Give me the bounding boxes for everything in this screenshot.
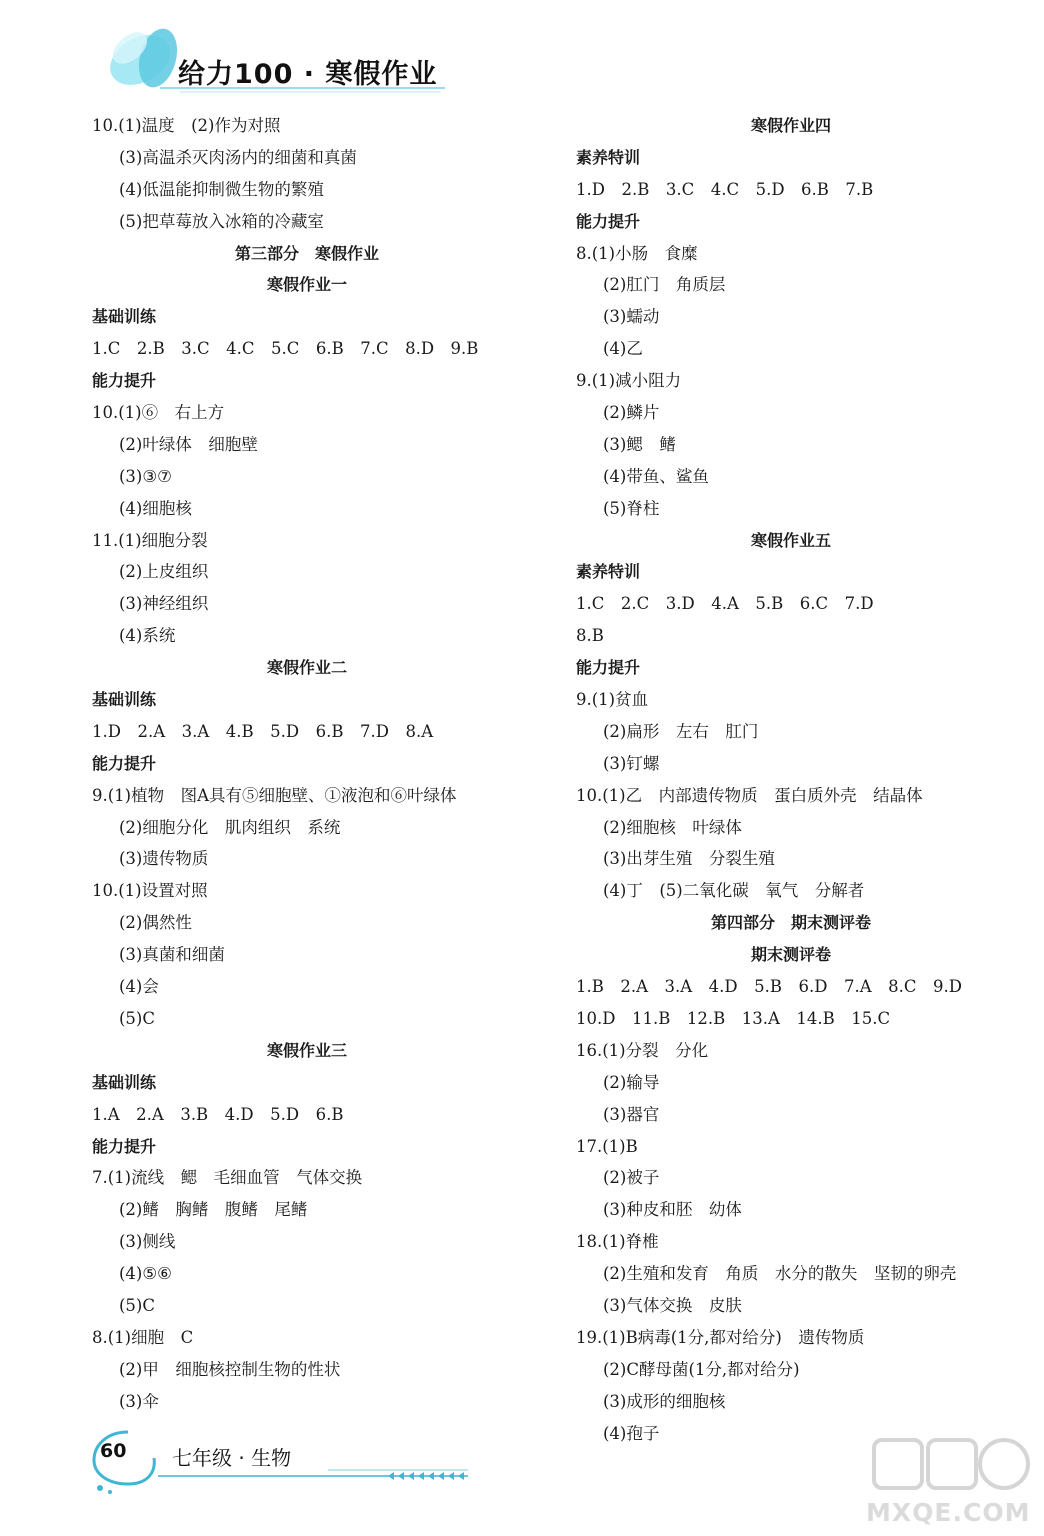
answer-line: (2)C酵母菌(1分,都对给分) (603, 1359, 800, 1379)
answer-line: (3)种皮和胚 幼体 (603, 1200, 742, 1220)
answer-line: (2)肛门 角质层 (603, 275, 726, 295)
answer-line: 8.B (576, 626, 604, 646)
answer-line: 18.(1)脊椎 (576, 1232, 659, 1252)
answer-line: (4)系统 (119, 626, 176, 646)
answer-line: 1.A 2.A 3.B 4.D 5.D 6.B (92, 1104, 344, 1124)
answer-line: (2)叶绿体 细胞壁 (119, 434, 258, 454)
watermark (866, 1432, 1036, 1532)
answer-line: (4)⑤⑥ (119, 1264, 172, 1284)
answer-line: 1.C 2.B 3.C 4.C 5.C 6.B 7.C 8.D 9.B (92, 339, 479, 359)
answer-line: (4)细胞核 (119, 498, 192, 518)
grade-subject-label: 七年级 · 生物 (172, 1446, 292, 1470)
answer-line: 9.(1)植物 图A具有⑤细胞壁、①液泡和⑥叶绿体 (92, 785, 457, 805)
answer-line: (4)孢子 (603, 1423, 660, 1443)
answer-line: (2)偶然性 (119, 913, 192, 933)
answer-line: 8.(1)细胞 C (92, 1327, 194, 1347)
answer-line: (3)气体交换 皮肤 (603, 1295, 742, 1315)
leaf-logo-icon (0, 0, 1044, 100)
subsection-heading: 素养特训 (576, 147, 641, 167)
answer-line: 11.(1)细胞分裂 (92, 530, 208, 550)
watermark-text: MXQE.COM (866, 1498, 1031, 1527)
answer-line: 16.(1)分裂 分化 (576, 1040, 709, 1060)
subsection-heading: 素养特训 (576, 562, 641, 582)
answer-line: (5)脊柱 (603, 498, 660, 518)
answer-line: 8.(1)小肠 食糜 (576, 243, 698, 263)
section-title: 寒假作业一 (266, 275, 347, 295)
section-title: 第三部分 寒假作业 (234, 243, 379, 263)
answer-line: (3)真菌和细菌 (119, 945, 225, 965)
answer-line: 9.(1)减小阻力 (576, 371, 682, 391)
answer-line: 7.(1)流线 鳃 毛细血管 气体交换 (92, 1168, 363, 1188)
answer-line: 10.(1)乙 内部遗传物质 蛋白质外壳 结晶体 (576, 785, 923, 805)
answer-line: (4)乙 (603, 339, 643, 359)
answer-line: 1.D 2.B 3.C 4.C 5.D 6.B 7.B (576, 179, 874, 199)
answer-line: 10.(1)设置对照 (92, 881, 208, 901)
subsection-heading: 基础训练 (92, 690, 157, 710)
answer-line: 10.D 11.B 12.B 13.A 14.B 15.C (576, 1008, 891, 1028)
answer-line: (5)C (119, 1008, 155, 1028)
answer-line: (3)侧线 (119, 1232, 176, 1252)
answer-line: (2)生殖和发育 角质 水分的散失 坚韧的卵壳 (603, 1264, 957, 1284)
answer-line: (3)③⑦ (119, 466, 172, 486)
answer-line: (4)低温能抑制微生物的繁殖 (119, 179, 324, 199)
subsection-heading: 能力提升 (576, 211, 641, 231)
answer-line: 19.(1)B病毒(1分,都对给分) 遗传物质 (576, 1327, 865, 1347)
answer-line: 17.(1)B (576, 1136, 638, 1156)
answer-line: 1.B 2.A 3.A 4.D 5.B 6.D 7.A 8.C 9.D (576, 977, 962, 997)
page-number: 60 (100, 1440, 127, 1462)
left-answer-column (92, 110, 522, 1418)
answer-line: 1.D 2.A 3.A 4.B 5.D 6.B 7.D 8.A (92, 721, 434, 741)
subsection-heading: 能力提升 (92, 753, 157, 773)
answer-line: (2)鳍 胸鳍 腹鳍 尾鳍 (119, 1200, 308, 1220)
brand-title: 给力100 · 寒假作业 (178, 59, 438, 90)
answer-line: (2)细胞核 叶绿体 (603, 817, 742, 837)
answer-line: (2)被子 (603, 1168, 660, 1188)
right-answer-column (576, 110, 1006, 1449)
answer-line: (3)成形的细胞核 (603, 1391, 726, 1411)
answer-line: 9.(1)贫血 (576, 690, 649, 710)
answer-line: (2)上皮组织 (119, 562, 209, 582)
page-header (0, 0, 1044, 100)
section-title: 寒假作业五 (750, 530, 831, 550)
section-title: 期末测评卷 (750, 945, 831, 965)
subsection-heading: 基础训练 (92, 1072, 157, 1092)
section-title: 寒假作业二 (266, 658, 347, 678)
section-title: 寒假作业四 (750, 116, 831, 135)
section-title: 寒假作业三 (266, 1040, 347, 1060)
answer-line: 10.(1)⑥ 右上方 (92, 403, 225, 423)
subsection-heading: 能力提升 (576, 658, 641, 678)
answer-line: (3)蠕动 (603, 307, 660, 327)
answer-line: (5)C (119, 1295, 155, 1315)
subsection-heading: 能力提升 (92, 1136, 157, 1156)
answer-line: (4)带鱼、鲨鱼 (603, 466, 709, 486)
answer-line: (3)神经组织 (119, 594, 209, 614)
answer-line: (2)甲 细胞核控制生物的性状 (119, 1359, 341, 1379)
answer-line: (3)出芽生殖 分裂生殖 (603, 849, 775, 869)
answer-line: (2)细胞分化 肌肉组织 系统 (119, 817, 341, 837)
subsection-heading: 基础训练 (92, 307, 157, 327)
answer-line: 1.C 2.C 3.D 4.A 5.B 6.C 7.D (576, 594, 874, 614)
watermark-logo-icon (866, 1432, 1036, 1496)
answer-line: (3)钉螺 (603, 753, 660, 773)
section-title: 第四部分 期末测评卷 (710, 913, 871, 933)
answer-line: (3)鳃 鳍 (603, 434, 676, 454)
answer-line: (2)输导 (603, 1072, 660, 1092)
answer-line: (2)鳞片 (603, 403, 660, 423)
answer-line: 10.(1)温度 (2)作为对照 (92, 116, 281, 135)
page-footer (88, 1426, 488, 1496)
answer-line: (3)器官 (603, 1104, 660, 1124)
answer-line: (4)丁 (5)二氧化碳 氧气 分解者 (603, 881, 865, 901)
answer-line: (3)伞 (119, 1391, 159, 1411)
subsection-heading: 能力提升 (92, 371, 157, 391)
answer-line: (4)会 (119, 977, 159, 997)
answer-line: (2)扁形 左右 肛门 (603, 721, 759, 741)
answer-line: (3)高温杀灭肉汤内的细菌和真菌 (119, 147, 357, 167)
answer-line: (5)把草莓放入冰箱的冷藏室 (119, 211, 324, 231)
answer-line: (3)遗传物质 (119, 849, 209, 869)
